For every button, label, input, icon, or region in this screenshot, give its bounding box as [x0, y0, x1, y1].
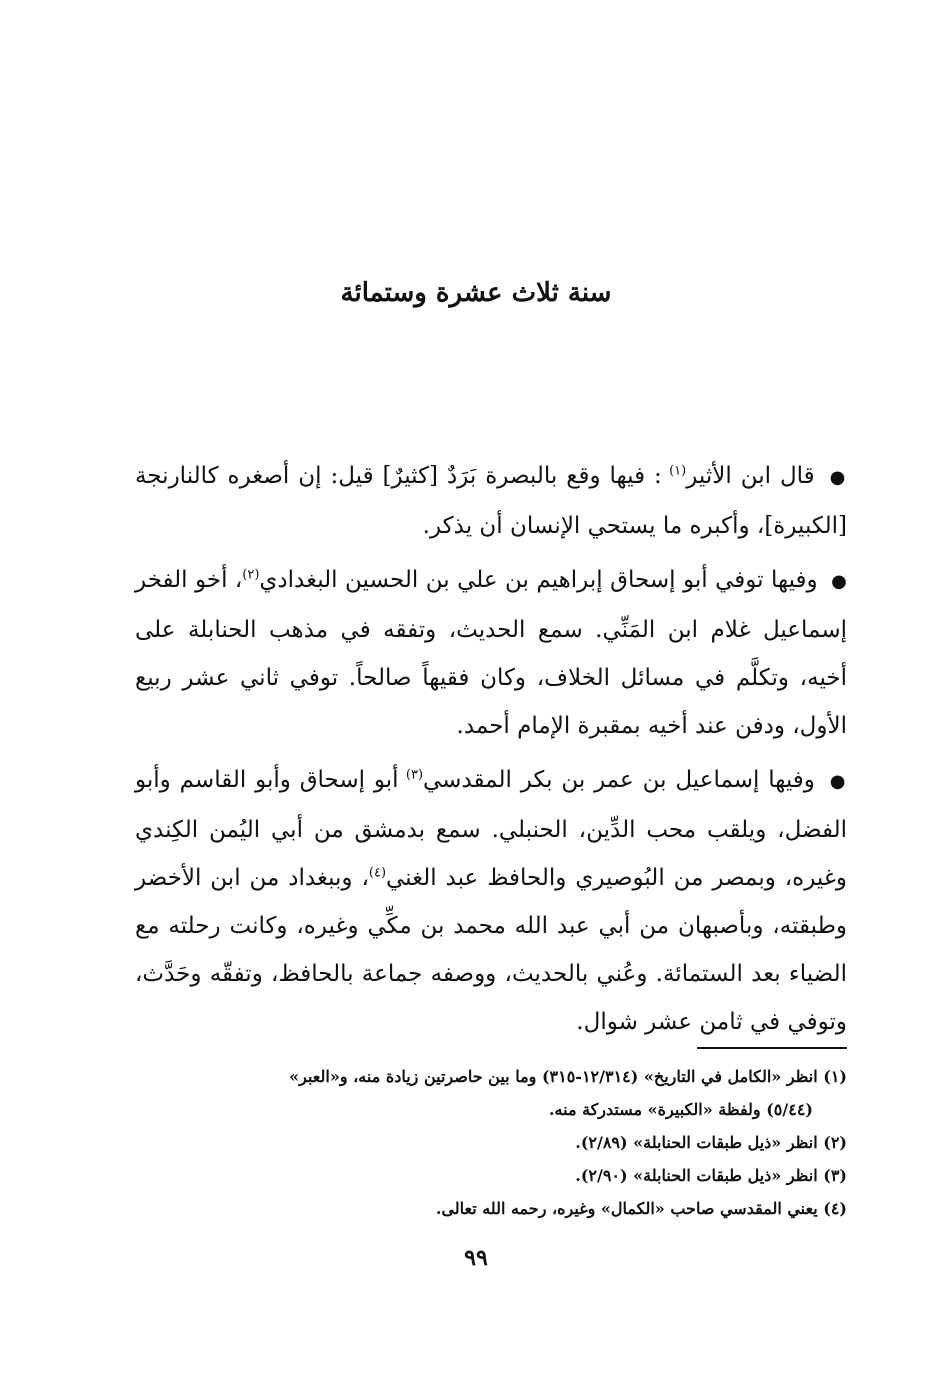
- bullet-icon: ●: [829, 771, 847, 792]
- paragraph-text: ، أخو الفخر إسماعيل غلام ابن المَنِّي. سمع الحديث، وتفقه في مذهب الحنابلة على أخيه، وتكلَّم في مسائل الخلاف، وكان فقيهاً صالحاً. توفي ثاني عشر ربيع الأول، ودفن عند أخيه بمقبرة الإمام أحمد.: [135, 567, 847, 739]
- footnotes: [135, 1060, 847, 1225]
- paragraph-text: ، وببغداد من ابن الأخضر وطبقته، وبأصبهان من أبي عبد الله محمد بن مكِّي وغيره، وكانت رحلته مع الضياء بعد الستمائة. وعُني بالحديث، ووصفه جماعة بالحافظ، وتفقّه وحَدَّث، وتوفي في ثامن عشر شوال.: [135, 865, 847, 1035]
- footnote-1: (١) انظر «الكامل في التاريخ» (١٢/٣١٤-٣١٥) وما بين حاصرتين زيادة منه، و«العبر»: [289, 1067, 847, 1086]
- paragraph-text: : فيها وقع بالبصرة بَرَدٌ [كثيرٌ] قيل: إن أصغره كالنارنجة [الكبيرة]، وأكبره ما يستحي الإنسان أن يذكر.: [135, 463, 847, 539]
- paragraph-3: [135, 756, 847, 1046]
- page-number: ٩٩: [464, 1245, 488, 1271]
- footnote-ref: (٤): [368, 865, 387, 881]
- footnote-1-continuation: (٥/٤٤) ولفظة «الكبيرة» مستدركة منه.: [548, 1100, 813, 1119]
- paragraph-text: وفيها توفي أبو إسحاق إبراهيم بن علي بن الحسين البغدادي: [259, 567, 818, 593]
- body-text: [135, 452, 847, 1052]
- chapter-title: سنة ثلاث عشرة وستمائة: [340, 278, 612, 308]
- footnote-2: (٢) انظر «ذيل طبقات الحنابلة» (٢/٨٩).: [575, 1133, 847, 1152]
- footnote-ref: (٣): [405, 767, 424, 783]
- paragraph-text: وفيها إسماعيل بن عمر بن بكر المقدسي: [423, 767, 815, 793]
- footnote-4: (٤) يعني المقدسي صاحب «الكمال» وغيره، رحمه الله تعالى.: [435, 1199, 847, 1218]
- bullet-icon: ●: [829, 467, 847, 488]
- footnote-ref: (٢): [242, 567, 260, 583]
- paragraph-text: أبو إسحاق وأبو القاسم وأبو الفضل، ويلقب محب الدِّين، الحنبلي. سمع بدمشق من أبي اليُمن الكِندي وغيره، وبمصر من البُوصيري والحافظ عبد الغني: [135, 767, 847, 891]
- bullet-icon: ●: [831, 571, 847, 592]
- paragraph-1: [135, 452, 847, 550]
- paragraph-2: [135, 556, 847, 750]
- footnote-3: (٣) انظر «ذيل طبقات الحنابلة» (٢/٩٠).: [575, 1166, 847, 1185]
- paragraph-text: قال ابن الأثير: [686, 463, 815, 489]
- footnote-ref: (١): [669, 463, 687, 479]
- footnote-separator: [697, 1047, 847, 1049]
